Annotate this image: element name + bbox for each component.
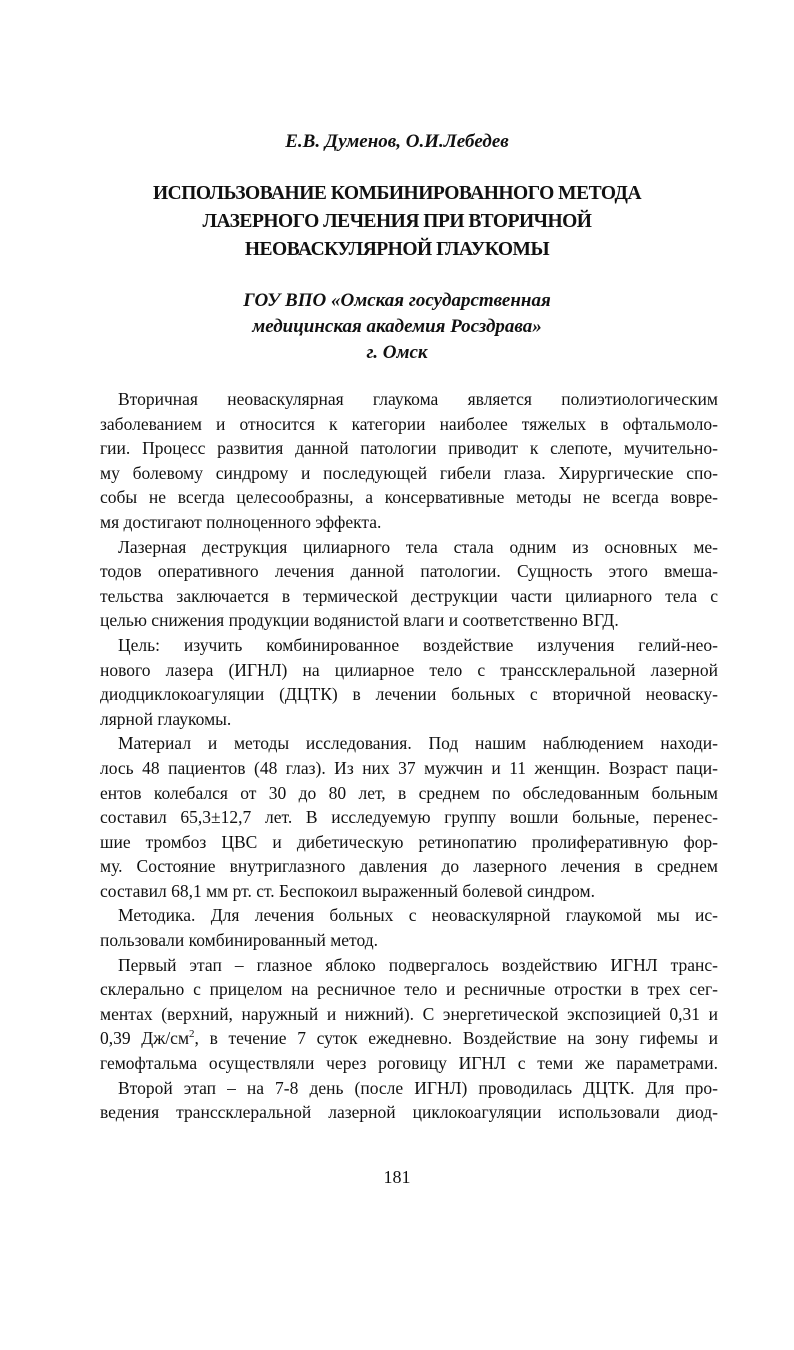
body-line bbox=[100, 1026, 718, 1051]
body-line: Лазерная деструкция цилиарного тела стала одним из основных ме- bbox=[118, 536, 718, 557]
body-line: пользовали комбинированный метод. bbox=[100, 930, 379, 951]
title-line: ИСПОЛЬЗОВАНИЕ КОМБИНИРОВАННОГО МЕТОДА bbox=[152, 183, 642, 204]
body-line: Первый этап – глазное яблоко подвергалось воздействию ИГНЛ транс- bbox=[118, 954, 718, 975]
body-line: мя достигают полноценного эффекта. bbox=[100, 511, 382, 532]
page-number: 181 bbox=[383, 1167, 411, 1187]
body-line: целью снижения продукции водянистой влаги и соответственно ВГД. bbox=[100, 610, 619, 631]
authors: Е.В. Думенов, О.И.Лебедев bbox=[285, 131, 509, 152]
superscript: 2 bbox=[189, 1028, 195, 1041]
body-line: шие тромбоз ЦВС и дибетическую ретинопатию пролиферативную фор- bbox=[100, 831, 718, 852]
body-line-head: 0,39 Дж/см bbox=[100, 1028, 190, 1049]
body-line: собы не всегда целесообразны, а консервативные методы не всегда вовре- bbox=[100, 487, 718, 508]
body-line: Цель: изучить комбинированное воздействие излучения гелий-нео- bbox=[118, 634, 718, 655]
body-line: гемофтальма осуществляли через роговицу ИГНЛ с теми же параметрами. bbox=[100, 1053, 718, 1074]
body-line: нового лазера (ИГНЛ) на цилиарное тело с транссклеральной лазерной bbox=[100, 659, 718, 680]
affiliation-line: ГОУ ВПО «Омская государственная bbox=[243, 290, 551, 311]
title-line: НЕОВАСКУЛЯРНОЙ ГЛАУКОМЫ bbox=[244, 239, 550, 260]
body-line: составил 68,1 мм рт. ст. Беспокоил выраженный болевой синдром. bbox=[100, 880, 595, 901]
body-line: Вторичная неоваскулярная глаукома является полиэтиологическим bbox=[118, 389, 718, 409]
body-line: ведения транссклеральной лазерной циклокоагуляции использовали диод- bbox=[100, 1102, 718, 1123]
article-title bbox=[60, 180, 734, 264]
body-line: Материал и методы исследования. Под нашим наблюдением находи- bbox=[118, 733, 718, 754]
body-line: лось 48 пациентов (48 глаз). Из них 37 мужчин и 11 женщин. Возраст паци- bbox=[100, 757, 718, 778]
body-line: склерально с прицелом на ресничное тело и ресничные отростки в трех сег- bbox=[100, 979, 718, 1000]
body-line: диодциклокоагуляции (ДЦТК) в лечении больных с вторичной неоваску- bbox=[100, 684, 718, 705]
body-line: Второй этап – на 7-8 день (после ИГНЛ) проводилась ДЦТК. Для про- bbox=[118, 1077, 718, 1098]
affiliation bbox=[100, 288, 694, 366]
body-text bbox=[100, 387, 718, 1125]
body-line: заболеванием и относится к категории наиболее тяжелых в офтальмоло- bbox=[100, 413, 718, 434]
body-line: тельства заключается в термической деструкции части цилиарного тела с bbox=[100, 585, 718, 606]
title-line: ЛАЗЕРНОГО ЛЕЧЕНИЯ ПРИ ВТОРИЧНОЙ bbox=[202, 211, 592, 232]
body-line-tail: , в течение 7 суток ежедневно. Воздействие на зону гифемы и bbox=[194, 1028, 719, 1049]
affiliation-line: г. Омск bbox=[366, 342, 428, 363]
body-line: му болевому синдрому и последующей гибели глаза. Хирургические спо- bbox=[100, 462, 718, 483]
body-line: лярной глаукомы. bbox=[100, 708, 232, 729]
body-line: Методика. Для лечения больных с неоваскулярной глаукомой мы ис- bbox=[118, 905, 718, 926]
body-line: тодов оперативного лечения данной патологии. Сущность этого вмеша- bbox=[100, 561, 718, 582]
body-line: му. Состояние внутриглазного давления до лазерного лечения в среднем bbox=[100, 856, 718, 877]
body-line: ентов колебался от 30 до 80 лет, в среднем по обследованным больным bbox=[100, 782, 718, 803]
affiliation-line: медицинская академия Росздрава» bbox=[252, 316, 542, 337]
body-line: гии. Процесс развития данной патологии приводит к слепоте, мучительно- bbox=[100, 438, 718, 459]
body-line: составил 65,3±12,7 лет. В исследуемую группу вошли больные, перенес- bbox=[100, 807, 718, 828]
body-line: ментах (верхний, наружный и нижний). С энергетической экспозицией 0,31 и bbox=[100, 1003, 718, 1024]
